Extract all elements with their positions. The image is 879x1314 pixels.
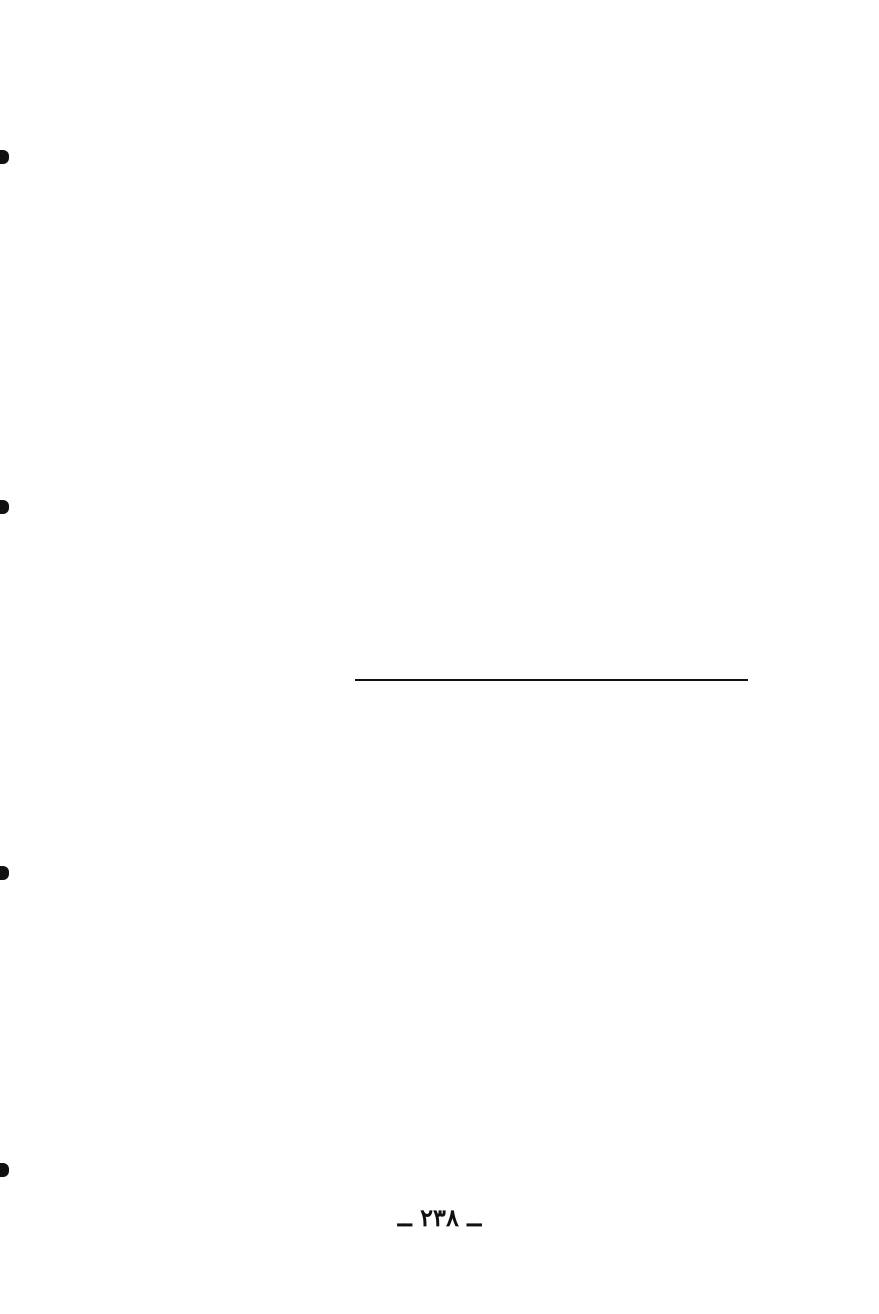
scan-edge-mark xyxy=(0,500,9,514)
page-number: ــ ٢٣٨ ــ xyxy=(397,1203,482,1232)
scan-edge-mark xyxy=(0,866,9,880)
scan-edge-mark xyxy=(0,150,9,164)
scan-edge-mark xyxy=(0,1163,9,1177)
footnote-divider xyxy=(355,679,748,681)
